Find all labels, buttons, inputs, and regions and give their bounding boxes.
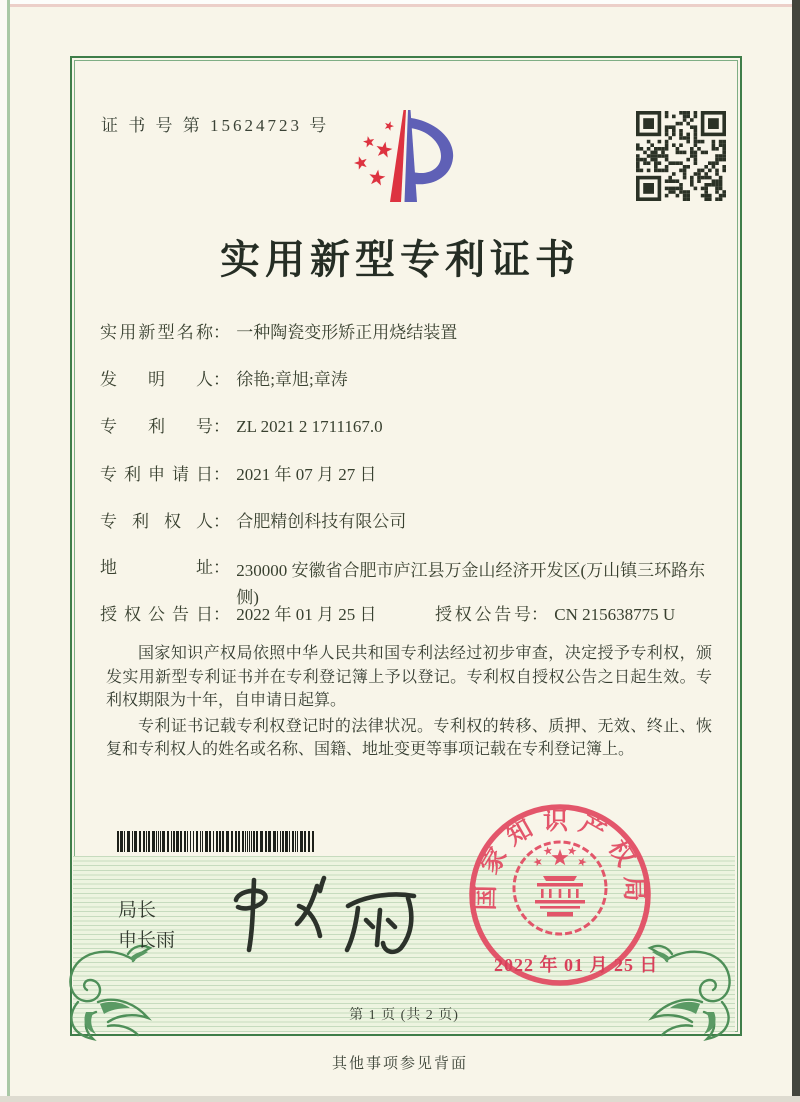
field-colon: ： (213, 417, 230, 436)
field-colon: ： (213, 323, 230, 342)
scan-edge-right (792, 0, 800, 1102)
legal-paragraph-2: 专利证书记载专利权登记时的法律状况。专利权的转移、质押、无效、终止、恢复和专利权人的姓名或名称、国籍、地址变更等事项记载在专利登记簿上。 (106, 717, 712, 758)
seal-ring-text: 国家知识产权局 (472, 807, 648, 911)
field-label: 专利权人 (100, 512, 213, 531)
back-note: 其他事项参见背面 (331, 1056, 468, 1072)
field-label: 实用新型名称 (100, 323, 213, 342)
field-label: 地址 (100, 558, 213, 577)
field-colon: ： (531, 605, 548, 624)
national-emblem-icon (514, 842, 606, 934)
legal-paragraph-1: 国家知识产权局依照中华人民共和国专利法经过初步审查，决定授予专利权，颁发实用新型专利证书并在专利登记簿上予以登记。专利权自授权公告之日起生效。专利权期限为十年，自申请日起算。 (106, 645, 712, 709)
barcode (117, 831, 315, 852)
corner-flourish-icon (642, 942, 762, 1047)
certificate-title: 实用新型专利证书 (220, 237, 580, 282)
field-value: 徐艳;章旭;章涛 (236, 370, 348, 389)
field-row-grant (100, 604, 676, 626)
field-label: 专利申请日 (100, 465, 213, 484)
corner-flourish-icon (38, 942, 158, 1047)
field-row-address (100, 557, 718, 611)
field-row-inventors (100, 369, 348, 391)
field-colon: ： (213, 605, 230, 624)
field-row-patent-number (100, 416, 383, 438)
field-label: 授权公告日 (100, 605, 213, 624)
seal-date: 2022 年 01 月 25 日 (494, 955, 659, 975)
field-value: 合肥精创科技有限公司 (236, 512, 407, 531)
page-number: 第 1 页 (共 2 页) (349, 1008, 459, 1023)
director-title: 局长 (118, 900, 157, 921)
field-row-utility-name (100, 322, 457, 344)
field-grant-number-group (435, 604, 675, 626)
field-value: 230000 安徽省合肥市庐江县万金山经济开发区(万山镇三环路东侧) (236, 561, 706, 607)
field-value: 一种陶瓷变形矫正用烧结装置 (236, 323, 458, 342)
field-colon: ： (213, 370, 230, 389)
legal-text-block (106, 642, 712, 762)
field-label: 发明人 (100, 370, 213, 389)
scan-edge-bottom (0, 1096, 800, 1102)
cnipa-logo-icon (333, 106, 483, 216)
scan-edge-left-line (7, 0, 10, 1102)
field-colon: ： (213, 465, 230, 484)
certificate-number: 证 书 号 第 15624723 号 (101, 116, 330, 135)
director-block (118, 896, 175, 956)
scan-edge-left (0, 0, 7, 1102)
director-signature-icon (220, 866, 430, 958)
field-colon: ： (213, 512, 230, 531)
field-value: CN 215638775 U (554, 605, 676, 624)
field-colon: ： (213, 558, 230, 577)
field-row-patentee (100, 511, 406, 533)
field-value: 2021 年 07 月 27 日 (236, 465, 377, 484)
qr-code (636, 111, 726, 201)
field-value: 2022 年 01 月 25 日 (236, 605, 377, 624)
scan-edge-top-pink (0, 4, 800, 7)
field-label: 授权公告号 (435, 605, 531, 624)
field-label: 专利号 (100, 417, 213, 436)
field-value: ZL 2021 2 1711167.0 (236, 417, 383, 436)
field-row-filing-date (100, 464, 377, 486)
director-name: 申长雨 (118, 930, 176, 951)
